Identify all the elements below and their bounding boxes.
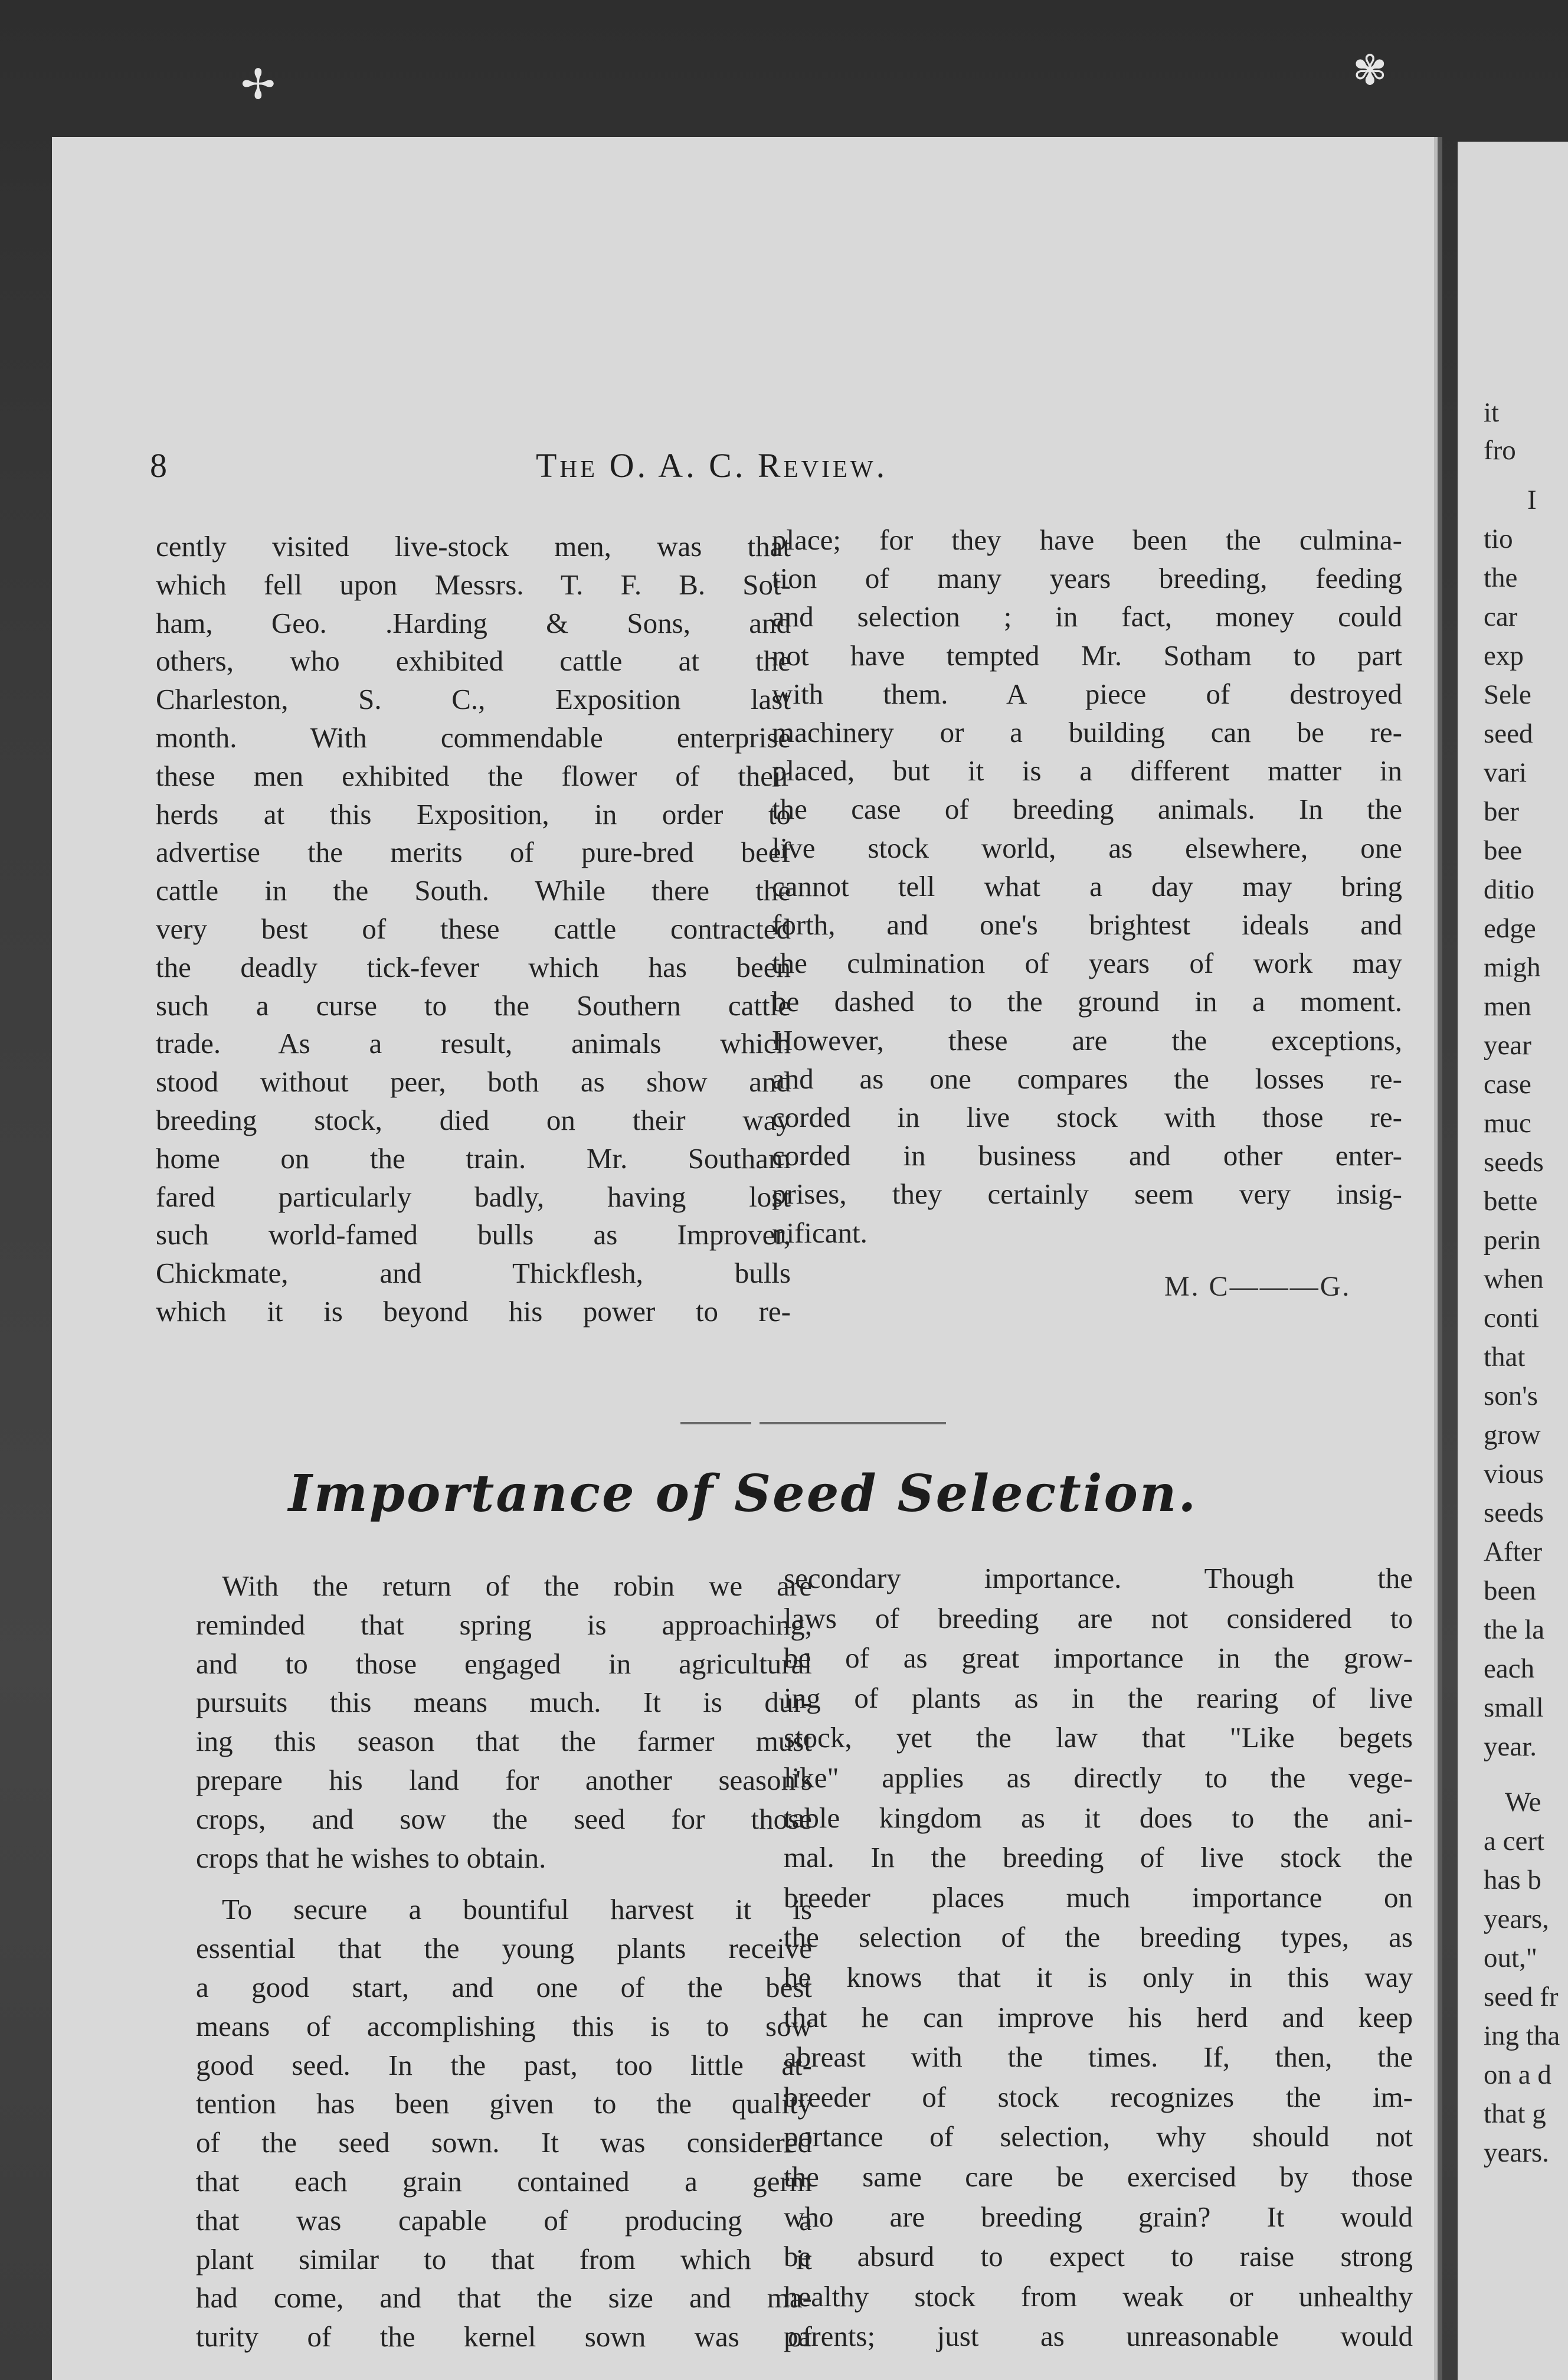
fragment-line: been (1484, 1575, 1536, 1606)
fragment-line: vious (1484, 1459, 1544, 1489)
fragment-line: tio (1484, 524, 1513, 554)
fragment-line: After (1484, 1536, 1543, 1567)
text-line: place; for they have been the culmina- (772, 524, 1402, 556)
fragment-line: it (1484, 397, 1500, 428)
fragment-line: grow (1484, 1420, 1541, 1450)
dust-speck-left-icon: ✢ (241, 60, 276, 109)
article-left-column (196, 1567, 812, 2356)
text-line: be of as great importance in the grow- (784, 1642, 1413, 1675)
next-page-fragment (1458, 142, 1568, 2380)
text-line: that each grain contained a germ (196, 2165, 812, 2198)
text-line: However, these are the exceptions, (772, 1024, 1402, 1057)
fragment-line: We (1505, 1787, 1541, 1817)
text-line: essential that the young plants receive (196, 1932, 812, 1965)
text-line: pursuits this means much. It is dur- (196, 1686, 812, 1719)
text-line: herds at this Exposition, in order to (156, 797, 791, 831)
section-divider (680, 1422, 946, 1424)
text-line: the selection of the breeding types, as (784, 1921, 1413, 1954)
text-line: crops, and sow the seed for those (196, 1802, 812, 1835)
text-line: healthy stock from weak or unhealthy (784, 2280, 1413, 2313)
text-line: corded in business and other enter- (772, 1139, 1402, 1172)
text-line: means of accomplishing this is to sow (196, 2009, 812, 2042)
text-line: To secure a bountiful harvest it is (222, 1893, 812, 1926)
fragment-line: has b (1484, 1865, 1541, 1895)
fragment-line: seed fr (1484, 1982, 1559, 2012)
text-line: crops that he wishes to obtain. (196, 1841, 546, 1874)
text-line: Charleston, S. C., Exposition last (156, 683, 791, 716)
fragment-line: men (1484, 991, 1531, 1022)
fragment-line: migh (1484, 952, 1541, 983)
text-line: month. With commendable enterprise (156, 721, 791, 754)
text-line: be dashed to the ground in a moment. (772, 985, 1402, 1018)
dust-speck-right-icon: ✾ (1353, 46, 1387, 94)
author-signature: M. C———G. (1164, 1271, 1351, 1302)
text-line: abreast with the times. If, then, the (784, 2041, 1413, 2074)
text-line: breeder places much importance on (784, 1881, 1413, 1914)
fragment-line: a cert (1484, 1826, 1545, 1856)
text-line: such a curse to the Southern cattle (156, 989, 791, 1022)
text-line: such world-famed bulls as Improver, (156, 1218, 791, 1251)
text-line: be absurd to expect to raise strong (784, 2240, 1413, 2273)
fragment-line: year (1484, 1030, 1531, 1061)
fragment-line: car (1484, 601, 1518, 632)
fragment-line: seeds (1484, 1498, 1544, 1528)
article-right-column (784, 1558, 1413, 2356)
text-line: like" applies as directly to the vege- (784, 1761, 1413, 1794)
fragment-line: that g (1484, 2098, 1546, 2129)
fragment-line: bette (1484, 1186, 1538, 1217)
fragment-line: years. (1484, 2137, 1549, 2168)
text-line: cannot tell what a day may bring (772, 869, 1402, 903)
section-divider-gap (751, 1421, 760, 1425)
fragment-line: edge (1484, 913, 1536, 944)
text-line: a good start, and one of the best (196, 1970, 812, 2003)
fragment-line: small (1484, 1692, 1544, 1723)
fragment-line: the la (1484, 1614, 1545, 1645)
text-line: these men exhibited the flower of their (156, 759, 791, 792)
text-line: parents; just as unreasonable would (784, 2320, 1413, 2353)
text-line: trade. As a result, animals which (156, 1027, 791, 1060)
text-line: had come, and that the size and ma- (196, 2281, 812, 2314)
text-line: which it is beyond his power to re- (156, 1294, 791, 1328)
fragment-line: seeds (1484, 1147, 1544, 1178)
fragment-line: the (1484, 563, 1518, 593)
text-line: that he can improve his herd and keep (784, 2000, 1413, 2034)
fragment-line: conti (1484, 1303, 1539, 1333)
fragment-line: each (1484, 1653, 1535, 1684)
fragment-line: on a d (1484, 2059, 1551, 2090)
fragment-line: case (1484, 1069, 1531, 1100)
book-page (52, 137, 1434, 2380)
text-line: tention has been given to the quality (196, 2087, 812, 2120)
text-line: stood without peer, both as show and (156, 1065, 791, 1099)
text-line: and to those engaged in agricultural (196, 1647, 812, 1680)
text-line: the deadly tick-fever which has been (156, 950, 791, 983)
fragment-line: I (1527, 485, 1537, 515)
text-line: and selection ; in fact, money could (772, 600, 1402, 633)
text-line: With the return of the robin we are (222, 1570, 812, 1602)
fragment-line: vari (1484, 757, 1527, 788)
fragment-line: ditio (1484, 874, 1535, 905)
page-number: 8 (150, 446, 167, 485)
fragment-line: fro (1484, 435, 1516, 466)
text-line: prepare his land for another season's (196, 1763, 812, 1796)
upper-article-right-column (772, 521, 1402, 1252)
text-line: very best of these cattle contracted (156, 912, 791, 945)
text-line: the same care be exercised by those (784, 2160, 1413, 2193)
text-line: advertise the merits of pure-bred beef (156, 836, 791, 869)
fragment-line: perin (1484, 1225, 1541, 1256)
fragment-line: ing tha (1484, 2021, 1560, 2051)
fragment-line: year. (1484, 1731, 1537, 1762)
text-line: live stock world, as elsewhere, one (772, 831, 1402, 864)
text-line: stock, yet the law that "Like begets (784, 1721, 1413, 1754)
upper-article-left-column (156, 528, 791, 1331)
text-line: breeder of stock recognizes the im- (784, 2080, 1413, 2113)
fragment-line: years, (1484, 1904, 1549, 1934)
text-line: that was capable of producing a (196, 2204, 812, 2237)
text-line: table kingdom as it does to the ani- (784, 1801, 1413, 1834)
text-line: prises, they certainly seem very insig- (772, 1178, 1402, 1211)
text-line: cattle in the South. While there the (156, 874, 791, 907)
text-line: secondary importance. Though the (784, 1562, 1413, 1594)
text-line: who are breeding grain? It would (784, 2200, 1413, 2233)
text-line: tion of many years breeding, feeding (772, 562, 1402, 595)
fragment-line: that (1484, 1342, 1526, 1372)
text-line: reminded that spring is approaching, (196, 1608, 812, 1641)
text-line: fared particularly badly, having lost (156, 1180, 791, 1213)
text-line: breeding stock, died on their way (156, 1103, 791, 1136)
text-line: good seed. In the past, too little at- (196, 2048, 812, 2081)
text-line: he knows that it is only in this way (784, 1960, 1413, 1993)
text-line: ing this season that the farmer must (196, 1725, 812, 1758)
fragment-line: Sele (1484, 679, 1531, 710)
text-line: ham, Geo. .Harding & Sons, and (156, 606, 791, 639)
fragment-line: son's (1484, 1381, 1538, 1411)
text-line: forth, and one's brightest ideals and (772, 908, 1402, 941)
text-line: corded in live stock with those re- (772, 1101, 1402, 1134)
text-line: nificant. (772, 1216, 868, 1249)
text-line: which fell upon Messrs. T. F. B. Sot- (156, 568, 791, 601)
text-line: Chickmate, and Thickflesh, bulls (156, 1257, 791, 1290)
fragment-line: when (1484, 1264, 1544, 1294)
text-line: ing of plants as in the rearing of live (784, 1681, 1413, 1714)
text-line: and as one compares the losses re- (772, 1062, 1402, 1095)
text-line: the case of breeding animals. In the (772, 793, 1402, 826)
fragment-line: out," (1484, 1943, 1537, 1973)
fragment-line: ber (1484, 796, 1520, 827)
fragment-line: exp (1484, 640, 1524, 671)
fragment-line: bee (1484, 835, 1523, 866)
text-line: plant similar to that from which it (196, 2242, 812, 2276)
text-line: the culmination of years of work may (772, 947, 1402, 980)
text-line: turity of the kernel sown was of (196, 2320, 812, 2353)
text-line: machinery or a building can be re- (772, 716, 1402, 749)
text-line: placed, but it is a different matter in (772, 754, 1402, 787)
fragment-line: muc (1484, 1108, 1531, 1139)
text-line: others, who exhibited cattle at the (156, 645, 791, 678)
text-line: of the seed sown. It was considered (196, 2126, 812, 2159)
text-line: portance of selection, why should not (784, 2120, 1413, 2153)
text-line: home on the train. Mr. Southam (156, 1142, 791, 1175)
running-head (52, 445, 1434, 486)
text-line: mal. In the breeding of live stock the (784, 1841, 1413, 1874)
text-line: laws of breeding are not considered to (784, 1601, 1413, 1634)
text-line: with them. A piece of destroyed (772, 677, 1402, 710)
text-line: cently visited live-stock men, was that (156, 530, 791, 563)
fragment-line: seed (1484, 718, 1533, 749)
journal-title: The O. A. C. Review. (536, 446, 888, 485)
text-line: not have tempted Mr. Sotham to part (772, 639, 1402, 672)
article-title: Importance of Seed Selection. (288, 1464, 1198, 1524)
